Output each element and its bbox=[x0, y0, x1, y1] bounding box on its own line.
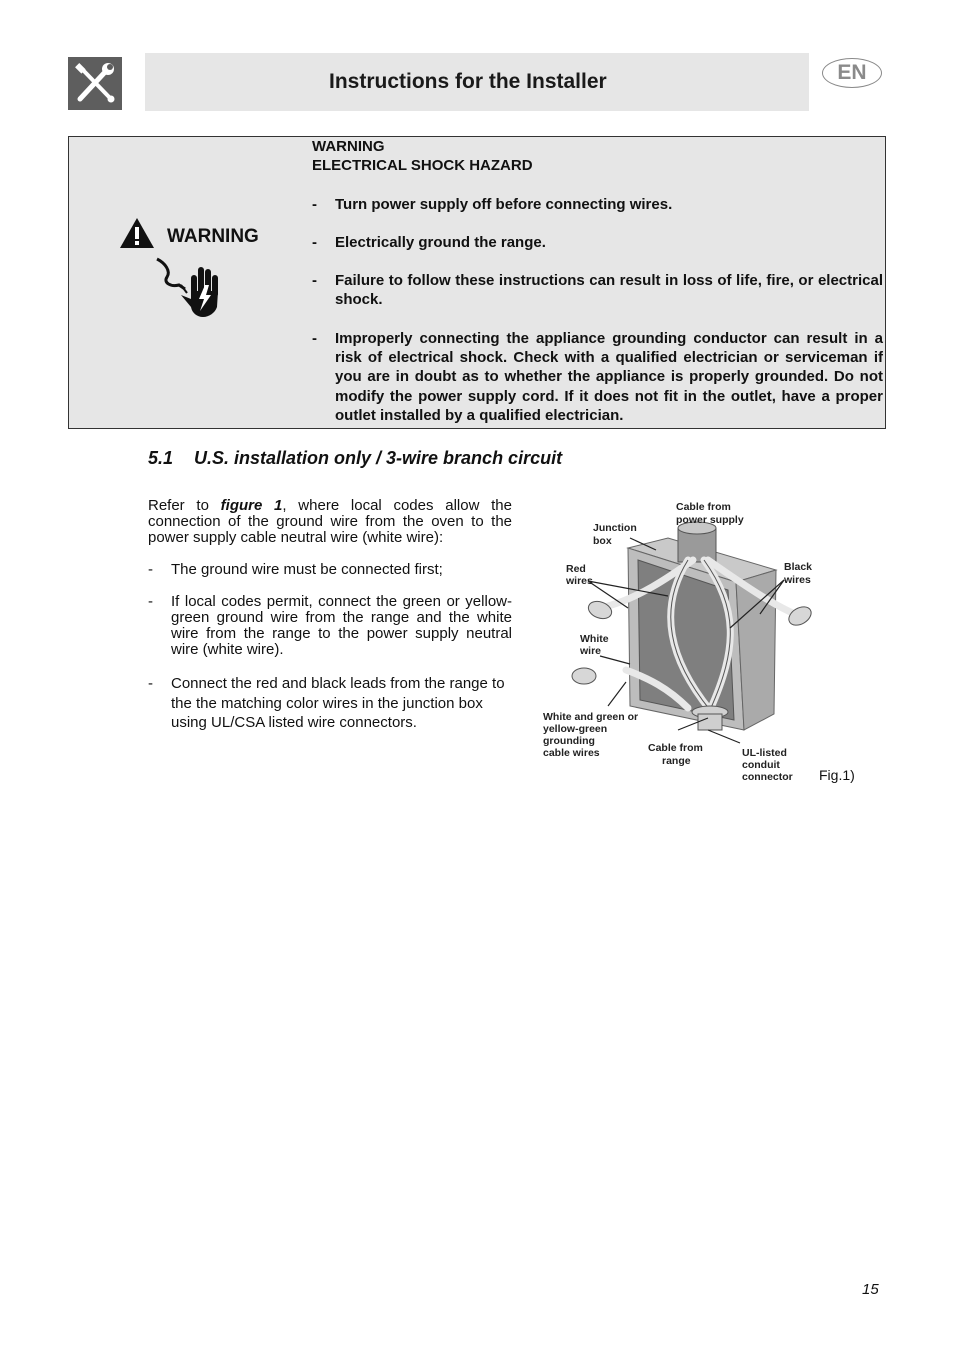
warning-item: - Turn power supply off before connecting wires. bbox=[312, 195, 673, 213]
label-grounding-wires: White and green or bbox=[543, 711, 639, 723]
label-ul-listed-connector: UL-listed bbox=[742, 747, 787, 759]
svg-text:range: range bbox=[662, 755, 691, 767]
warning-subheading: ELECTRICAL SHOCK HAZARD bbox=[312, 157, 533, 175]
svg-text:conduit: conduit bbox=[742, 759, 780, 771]
list-item: - Connect the red and black leads from the range to the the matching color wires in the junction box using UL/CSA listed wire connectors. bbox=[148, 675, 505, 731]
junction-box-figure bbox=[538, 498, 868, 788]
page-title: Instructions for the Installer bbox=[329, 70, 607, 93]
svg-text:power supply: power supply bbox=[676, 514, 744, 526]
svg-text:box: box bbox=[593, 535, 612, 547]
section-title: U.S. installation only / 3-wire branch circuit bbox=[194, 448, 563, 468]
svg-text:grounding: grounding bbox=[543, 735, 595, 747]
language-badge: EN bbox=[822, 58, 882, 88]
svg-text:wires: wires bbox=[784, 574, 811, 586]
electric-shock-hand-icon bbox=[151, 255, 223, 326]
list-item: - The ground wire must be connected first; bbox=[148, 561, 443, 578]
warning-box bbox=[68, 136, 886, 429]
svg-text:yellow-green: yellow-green bbox=[543, 723, 608, 735]
section-heading bbox=[148, 448, 562, 469]
label-cable-from-range: Cable from bbox=[648, 742, 703, 754]
figure-reference: figure 1 bbox=[220, 497, 283, 514]
tools-icon bbox=[68, 57, 122, 110]
warning-label: WARNING bbox=[167, 226, 259, 247]
figure-caption: Fig.1) bbox=[819, 767, 855, 783]
warning-text bbox=[312, 137, 883, 425]
label-black-wires: Black bbox=[784, 561, 813, 573]
warning-item: - Improperly connecting the appliance grounding conductor can result in a risk of electrical shock. Check with a qualified electrician or serviceman if you are in doubt as to whether the appliance is properly grounded. Do not modify the power supply cord. If it does not fit in the outlet, have a proper outlet installed by a qualified electrician. bbox=[312, 329, 883, 424]
label-junction-box: Junction bbox=[593, 522, 637, 534]
body-text bbox=[148, 498, 512, 733]
warning-item: - Electrically ground the range. bbox=[312, 233, 546, 251]
label-red-wires: Red bbox=[566, 563, 586, 575]
list-item: - If local codes permit, connect the green or yellow-green ground wire from the range and the white wire from the range to the power supply neutral wire (white wire). bbox=[148, 593, 512, 658]
svg-text:cable wires: cable wires bbox=[543, 747, 600, 759]
label-white-wire: White bbox=[580, 633, 609, 645]
section-number: 5.1 bbox=[148, 448, 174, 468]
warning-heading: WARNING bbox=[312, 138, 385, 155]
header-bar bbox=[145, 53, 809, 111]
warning-triangle-icon bbox=[119, 217, 155, 254]
svg-text:wire: wire bbox=[580, 645, 602, 657]
intro-paragraph: Refer to figure 1, where local codes allow the connection of the ground wire from the oven to the power supply cable neutral wire (white wire): bbox=[148, 497, 512, 546]
svg-text:wires: wires bbox=[566, 575, 593, 587]
page-number: 15 bbox=[862, 1281, 879, 1298]
label-cable-from-supply: Cable from bbox=[676, 501, 731, 513]
warning-item: - Failure to follow these instructions can result in loss of life, fire, or electrical shock. bbox=[312, 272, 883, 309]
svg-text:connector: connector bbox=[742, 771, 793, 783]
